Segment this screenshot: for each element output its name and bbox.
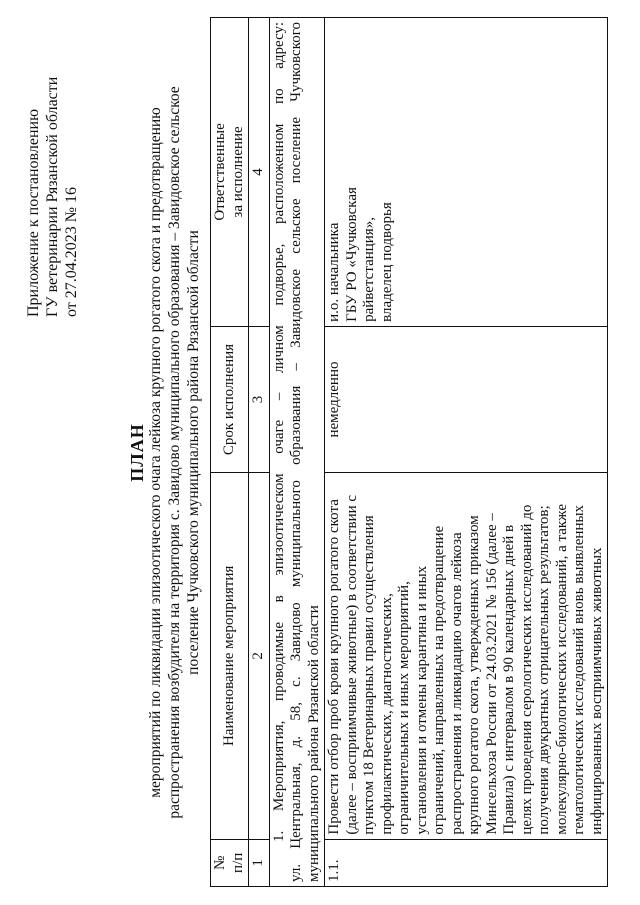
description-line: Минсельхоза России от 24.03.2021 № 156 (далее – <box>483 513 500 835</box>
description-line: Провести отбор проб крови крупного рогатого скота <box>326 499 342 835</box>
row-number: 1.1. <box>325 839 608 886</box>
responsible-line: ГБУ РО «Чучковская <box>343 187 360 322</box>
column-number-row <box>249 18 270 887</box>
activity-description <box>325 473 608 840</box>
section-line: ул. Центральная, д. 58, с. Завидово муниципального образования – Завидовское сельское поселение Чучковского <box>288 22 304 882</box>
document-title: ПЛАН <box>127 423 147 482</box>
subtitle-line: распространения возбудителя на территория с. Завидово муниципального образования – Завидовское сельское <box>166 86 183 819</box>
header-deadline: Срок исполнения <box>211 326 249 472</box>
document-subtitle <box>146 30 203 875</box>
approval-line: ГУ ветеринарии Рязанской области <box>44 76 61 317</box>
description-line: инфицированных восприимчивых животных <box>588 547 605 835</box>
subtitle-line: поселение Чучковского муниципального района Рязанской области <box>185 230 202 675</box>
column-number: 3 <box>249 326 270 472</box>
column-number: 1 <box>249 839 270 886</box>
description-line: ограничений, направленных на предотвращение <box>431 525 447 835</box>
section-line: 1. Мероприятия, проводимые в эпизоотическом очаге – личном подворье, расположенном по адресу: <box>270 22 287 842</box>
approval-line: от 27.04.2023 № 16 <box>63 186 80 317</box>
column-number: 2 <box>249 473 270 840</box>
approval-line: Приложение к постановлению <box>25 108 42 317</box>
section-line: муниципального района Рязанской области <box>305 605 322 882</box>
responsible-line: владелец подворья <box>378 202 395 322</box>
responsible-line: райветстанция», <box>361 217 377 322</box>
description-line: пунктом 18 Ветеринарных правил осуществления <box>361 515 377 835</box>
column-number: 4 <box>249 18 270 327</box>
section-heading <box>269 18 325 887</box>
description-line: гематологических исследований вновь выявленных <box>571 504 587 835</box>
table-header-row <box>211 18 249 887</box>
description-line: ограничительных и иных мероприятий, <box>396 581 412 835</box>
header-responsible: Ответственные за исполнение <box>211 18 249 327</box>
responsible-cell <box>325 18 608 327</box>
description-line: установления и отмены карантина и иных <box>413 565 430 835</box>
description-line: крупного рогатого скота, утвержденных приказом <box>466 515 482 835</box>
description-line: целях проведения серологических исследований до <box>518 504 535 835</box>
header-number: № п/п <box>211 839 249 886</box>
approval-block <box>24 27 81 317</box>
deadline-cell: немедленно <box>325 326 608 472</box>
section-row <box>269 18 325 887</box>
description-line: (далее – восприимчивые животные) в соответствии с <box>343 494 360 835</box>
description-line: профилактических, диагностических, <box>378 593 395 835</box>
description-line: распространения и ликвидацию очагов лейкоза <box>448 532 465 835</box>
description-line: молекулярно-биологических исследований, а также <box>553 503 570 835</box>
header-activity-name: Наименование мероприятия <box>211 473 249 840</box>
description-line: Правила) с интервалом в 90 календарных дней в <box>501 524 517 835</box>
responsible-line: и.о. начальника <box>326 222 342 322</box>
description-line: получения двукратных отрицательных результатов; <box>536 505 552 835</box>
table-row <box>325 18 608 887</box>
plan-table <box>210 17 608 887</box>
subtitle-line: мероприятий по ликвидации эпизоотического очага лейкоза крупного рогатого скота и предотвращению <box>147 107 164 798</box>
